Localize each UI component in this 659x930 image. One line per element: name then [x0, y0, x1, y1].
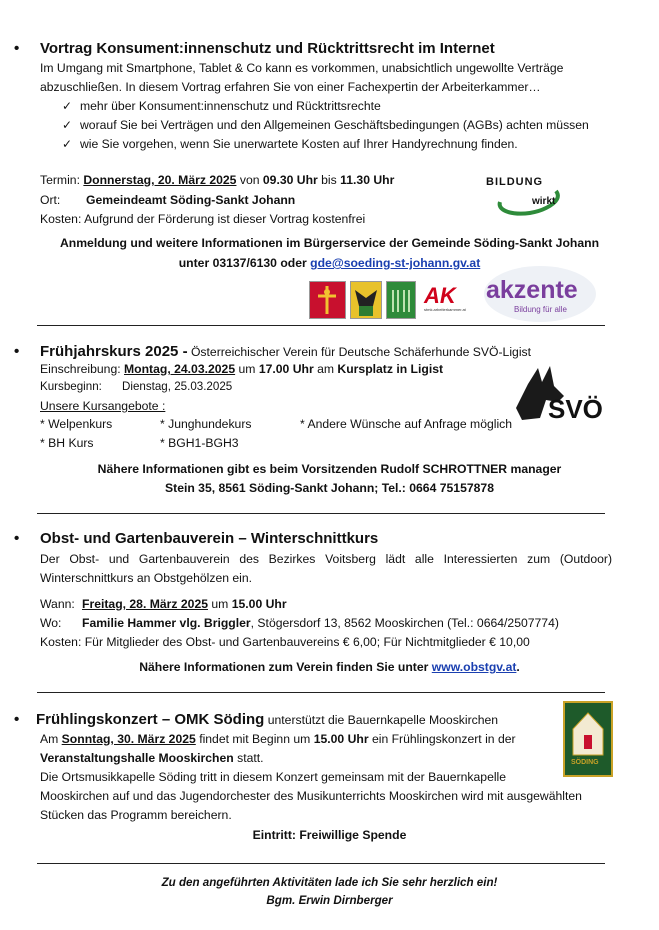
intro-line: abzuschließen. In diesem Vortrag erfahren Sie von einer Fachexpertin der Arbeiterkammer… — [40, 80, 541, 94]
eintritt-line: Eintritt: Freiwillige Spende — [252, 828, 407, 842]
section-divider — [37, 513, 605, 514]
kosten-line: Kosten: Aufgrund der Förderung ist dieser Vortrag kostenfrei — [40, 212, 366, 226]
konzert-place-line: Veranstaltungshalle Mooskirchen statt. — [40, 751, 264, 765]
intro-line: Der Obst- und Gartenbauverein des Bezirkes Voitsberg lädt alle Interessierten zum (Outdoor) — [40, 552, 612, 566]
coat-of-arms-eagle-icon — [350, 281, 382, 319]
konzert-text: Die Ortsmusikkapelle Söding tritt in diesem Konzert gemeinsam mit der Bauernkapelle — [40, 770, 507, 784]
checklist-item: ✓ worauf Sie bei Verträgen und den Allgemeinen Geschäftsbedingungen (AGBs) achten müssen — [62, 118, 589, 132]
bildung-wirkt-logo: BILDUNG wirkt — [486, 176, 566, 216]
info-line: Nähere Informationen gibt es beim Vorsitzenden Rudolf SCHROTTNER manager — [97, 462, 562, 476]
einschreibung-line: Einschreibung: Montag, 24.03.2025 um 17.00 Uhr am Kursplatz in Ligist — [40, 362, 444, 376]
bullet: • — [14, 40, 20, 57]
wann-line: Wann: Freitag, 28. März 2025 um 15.00 Uhr — [40, 597, 287, 611]
kursbeginn-line: Kursbeginn: Dienstag, 25.03.2025 — [40, 380, 233, 393]
konzert-date-line: Am Sonntag, 30. März 2025 findet mit Beginn um 15.00 Uhr ein Frühlingskonzert in der — [40, 732, 516, 746]
intro-line: Im Umgang mit Smartphone, Tablet & Co kann es vorkommen, unabsichtlich ungewollte Verträge — [40, 61, 564, 75]
course-item: * BH Kurs — [40, 436, 94, 450]
check-icon: ✓ — [62, 99, 73, 113]
check-icon: ✓ — [62, 137, 73, 151]
course-item: * Andere Wünsche auf Anfrage möglich — [300, 417, 513, 431]
website-link[interactable]: www.obstgv.at — [431, 660, 517, 674]
bullet: • — [14, 343, 20, 360]
kursangebote-label: Unsere Kursangebote : — [40, 399, 166, 413]
footer-invite: Zu den angeführten Aktivitäten lade ich Sie sehr herzlich ein! — [161, 876, 498, 889]
coat-of-arms-green-icon — [386, 281, 416, 319]
termin-date: Donnerstag, 20. März 2025 — [83, 173, 237, 187]
info-line: Nähere Informationen zum Verein finden Sie unter www.obstgv.at. — [139, 660, 520, 674]
bullet: • — [14, 530, 20, 547]
section-title-fruehjahrskurs: Frühjahrskurs 2025 - Österreichischer Verein für Deutsche Schäferhunde SVÖ-Ligist — [40, 343, 532, 360]
section-title-konsumentenschutz: Vortrag Konsument:innenschutz und Rücktrittsrecht im Internet — [40, 40, 495, 57]
course-item: * Junghundekurs — [160, 417, 252, 431]
section-divider — [37, 692, 605, 693]
info-contact: Stein 35, 8561 Söding-Sankt Johann; Tel.: 0664 75157878 — [165, 481, 494, 495]
course-item: * BGH1-BGH3 — [160, 436, 239, 450]
ort-line: Ort: Gemeindeamt Söding-Sankt Johann — [40, 193, 296, 207]
section-divider — [37, 863, 605, 864]
section-divider — [37, 325, 605, 326]
section-title-fruehlingskonzert: Frühlingskonzert – OMK Söding unterstützt die Bauernkapelle Mooskirchen — [36, 711, 499, 728]
checklist-item: ✓ wie Sie vorgehen, wenn Sie unerwartete Kosten auf Ihrer Handyrechnung finden. — [62, 137, 518, 151]
arbeiterkammer-logo: AK stmk.arbeiterkammer.at — [424, 283, 466, 312]
section-title-obstbau: Obst- und Gartenbauverein – Winterschnittkurs — [40, 530, 379, 547]
svo-dog-logo: SVÖ — [510, 362, 602, 432]
course-item: * Welpenkurs — [40, 417, 113, 431]
email-link[interactable]: gde@soeding-st-johann.gv.at — [310, 256, 481, 270]
konzert-text: Stücken das Programm bereichern. — [40, 808, 232, 822]
checklist-item: ✓ mehr über Konsument:innenschutz und Rücktrittsrechte — [62, 99, 381, 113]
bullet: • — [14, 711, 20, 728]
intro-line: Winterschnittkurs an Obstgehölzen ein. — [40, 571, 253, 585]
termin-line: Termin: Donnerstag, 20. März 2025 von 09.30 Uhr bis 11.30 Uhr — [40, 173, 395, 187]
check-icon: ✓ — [62, 118, 73, 132]
footer-signature: Bgm. Erwin Dirnberger — [266, 894, 393, 907]
akzente-logo: akzente Bildung für alle — [484, 266, 596, 322]
coat-of-arms-soeding-icon — [309, 281, 346, 319]
konzert-text: Mooskirchen auf und das Jugendorchester des Musikunterrichts Mooskirchen wird mit ausgewählten — [40, 789, 582, 803]
omk-soeding-logo: SÖDING — [563, 701, 613, 777]
anmeldung-line: Anmeldung und weitere Informationen im Bürgerservice der Gemeinde Söding-Sankt Johann — [59, 236, 600, 250]
wo-line: Wo: Familie Hammer vlg. Briggler, Stögersdorf 13, 8562 Mooskirchen (Tel.: 0664/2507774) — [40, 616, 559, 630]
anmeldung-contact: unter 03137/6130 oder gde@soeding-st-johann.gv.at — [178, 256, 481, 270]
kosten-line: Kosten: Für Mitglieder des Obst- und Gartenbauvereins € 6,00; Für Nichtmitglieder € 10,00 — [40, 635, 530, 649]
